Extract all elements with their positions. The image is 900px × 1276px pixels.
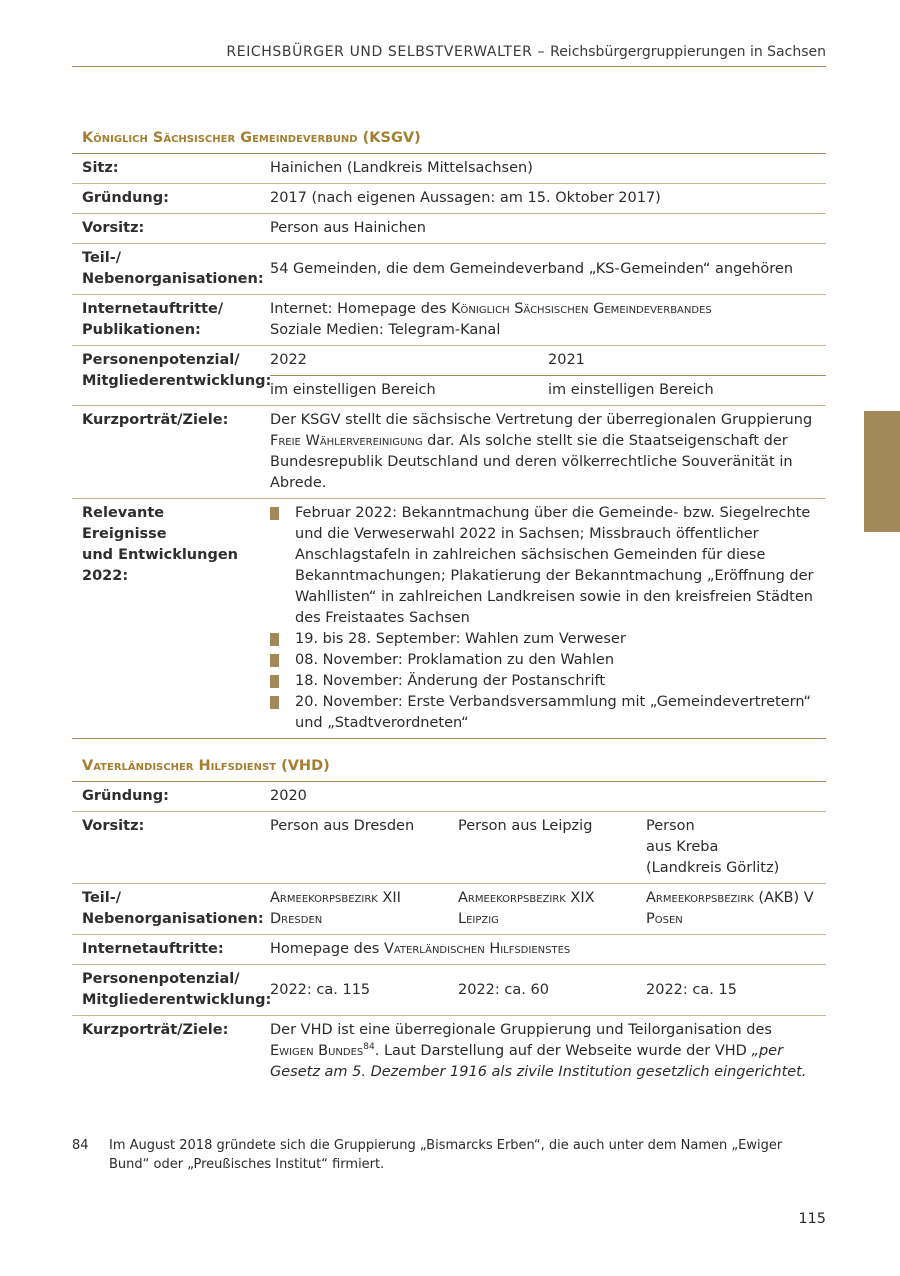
vhd-personen-label-line1: Personenpotenzial/ [82, 971, 240, 987]
list-item [270, 671, 816, 692]
vhd-personen-label-line2: Mitgliederentwicklung: [82, 992, 272, 1008]
ksgv-kurz-text-1: Der KSGV stellt die sächsische Vertretung der überregionalen Gruppierung [270, 412, 813, 428]
vhd-teil-label [72, 884, 264, 935]
ksgv-teil-label-line1: Teil-/ [82, 250, 122, 266]
vhd-teil-1-line1: Armeekorpsbezirk XII [270, 890, 401, 906]
ksgv-gruendung-value: 2017 (nach eigenen Aussagen: am 15. Oktober 2017) [260, 184, 826, 214]
ksgv-event-list [270, 503, 816, 734]
ksgv-personen-label [72, 346, 272, 406]
ksgv-kurz-text-2: dar. Als solche stellt sie die Staatseigenschaft der Bundesrepublik Deutschland und deren völkerrechtliche Souveränität in Abrede. [270, 433, 793, 491]
ksgv-value-2021: im einstelligen Bereich [548, 382, 714, 398]
footnote-ref[interactable]: 84 [363, 1042, 375, 1053]
ksgv-internet-value [260, 295, 826, 346]
header-subtitle: Reichsbürgergruppierungen in Sachsen [550, 44, 826, 60]
ksgv-row-vorsitz [72, 214, 826, 244]
vhd-vorsitz-1: Person aus Dresden [260, 812, 448, 884]
vhd-vorsitz-3-line1: Person [646, 818, 695, 834]
bullet-square-icon [270, 654, 279, 667]
vhd-teil-2 [448, 884, 636, 935]
ksgv-personen-grid [270, 350, 826, 401]
ksgv-row-sitz [72, 154, 826, 184]
ksgv-row-ereignisse [72, 499, 826, 739]
ksgv-row-kurz [72, 406, 826, 499]
vhd-teil-3-line2: Posen [646, 911, 683, 927]
ksgv-teil-label-line2: Nebenorganisationen: [82, 271, 264, 287]
vhd-personen-1: 2022: ca. 115 [260, 965, 448, 1016]
ksgv-value-2022: im einstelligen Bereich [270, 382, 436, 398]
vhd-personen-label [72, 965, 272, 1016]
list-item [270, 650, 816, 671]
vhd-vorsitz-2: Person aus Leipzig [448, 812, 636, 884]
ksgv-row-internet [72, 295, 826, 346]
ksgv-kurz-label: Kurzporträt/Ziele: [72, 406, 260, 499]
ksgv-personen-label-line2: Mitgliederentwicklung: [82, 373, 272, 389]
ksgv-ereignisse-label-line1: Relevante Ereignisse [82, 505, 167, 542]
footnote [72, 1136, 826, 1174]
event-text: 19. bis 28. September: Wahlen zum Verweser [295, 631, 626, 647]
vhd-personen-2: 2022: ca. 60 [448, 965, 636, 1016]
ksgv-vorsitz-label: Vorsitz: [72, 214, 260, 244]
vhd-internet-prefix: Homepage des [270, 941, 384, 957]
ksgv-ereignisse-label-line2: und Entwicklungen [82, 547, 238, 563]
vhd-teil-label-line2: Nebenorganisationen: [82, 911, 264, 927]
header-title: REICHSBÜRGER UND SELBSTVERWALTER [226, 44, 533, 60]
ksgv-row-teil [72, 244, 826, 295]
vhd-row-vorsitz [72, 812, 826, 884]
ksgv-row-gruendung [72, 184, 826, 214]
event-text: Februar 2022: Bekanntmachung über die Gemeinde- bzw. Siegelrechte und die Verweserwahl 2022 in Sachsen; Missbrauch öffentlicher Anschlagstafeln in zahlreichen sächsischen Gemeinden für diese Bekanntmachungen; Plakatierung der Bekanntmachung „Eröffnung der Wahllisten“ in zahlreichen Landkreisen sowie in den kreisfreien Städten des Freistaates Sachsen [295, 505, 814, 626]
ksgv-teil-value: 54 Gemeinden, die dem Gemeindeverband „KS-Gemeinden“ angehören [260, 244, 826, 295]
vhd-kurz-value [260, 1016, 826, 1088]
vhd-row-personen [72, 965, 826, 1016]
vhd-title [82, 758, 330, 774]
bullet-square-icon [270, 675, 279, 688]
footnote-text: Im August 2018 gründete sich die Gruppierung „Bismarcks Erben“, die auch unter dem Namen „Ewiger Bund“ oder „Preußisches Institut“ firmiert. [109, 1138, 783, 1172]
ksgv-vorsitz-value: Person aus Hainichen [260, 214, 826, 244]
vhd-gruendung-label: Gründung: [72, 782, 260, 812]
vhd-teil-label-line1: Teil-/ [82, 890, 122, 906]
vhd-kurz-text-1: Der VHD ist eine überregionale Gruppierung und Teilorganisation des [270, 1022, 772, 1038]
vhd-vorsitz-label: Vorsitz: [72, 812, 260, 884]
event-text: 08. November: Proklamation zu den Wahlen [295, 652, 615, 668]
ksgv-year-2021: 2021 [548, 350, 826, 376]
vhd-kurz-quote: „per Gesetz am 5. Dezember 1916 als zivile Institution gesetzlich eingerichtet. [270, 1043, 807, 1080]
vhd-teil-3-line1: Armeekorpsbezirk (AKB) V [646, 890, 814, 906]
page-number: 115 [798, 1211, 826, 1227]
list-item [270, 503, 816, 629]
vhd-teil-1 [260, 884, 448, 935]
ksgv-internet-line1 [270, 299, 816, 320]
ksgv-sitz-label: Sitz: [72, 154, 260, 184]
vhd-vorsitz-3 [636, 812, 826, 884]
ksgv-ereignisse-label-line3: 2022: [82, 568, 129, 584]
event-text: 18. November: Änderung der Postanschrift [295, 673, 606, 689]
vhd-teil-2-line1: Armeekorpsbezirk XIX [458, 890, 595, 906]
event-text: 20. November: Erste Verbandsversammlung mit „Gemeindevertretern“ und „Stadtverordneten“ [295, 694, 811, 731]
ksgv-personen-label-line1: Personenpotenzial/ [82, 352, 240, 368]
vhd-vorsitz-3-line2: aus Kreba [646, 839, 719, 855]
ksgv-internet-label-line1: Internetauftritte/ [82, 301, 224, 317]
ksgv-internet-prefix: Internet: Homepage des [270, 301, 452, 317]
vhd-kurz-text-2: . Laut Darstellung auf der Webseite wurde der VHD [374, 1043, 752, 1059]
ksgv-internet-org: Königlich Sächsischen Gemeindeverbandes [451, 301, 712, 317]
vhd-internet-value [260, 935, 826, 965]
running-header [72, 44, 826, 67]
vhd-row-gruendung [72, 782, 826, 812]
ksgv-kurz-value [260, 406, 826, 499]
bullet-square-icon [270, 633, 279, 646]
vhd-teil-3 [636, 884, 826, 935]
vhd-teil-1-line2: Dresden [270, 911, 323, 927]
vhd-internet-label: Internetauftritte: [72, 935, 260, 965]
vhd-teil-2-line2: Leipzig [458, 911, 499, 927]
ksgv-row-personen [72, 346, 826, 406]
ksgv-internet-label [72, 295, 260, 346]
vhd-personen-3: 2022: ca. 15 [636, 965, 826, 1016]
vhd-vorsitz-3-line3: (Landkreis Görlitz) [646, 860, 780, 876]
ksgv-internet-line2: Soziale Medien: Telegram-Kanal [270, 322, 501, 338]
ksgv-title [82, 130, 421, 146]
ksgv-personen-value [260, 346, 826, 406]
vhd-kurz-org: Ewigen Bundes [270, 1043, 364, 1059]
chapter-thumb-tab [864, 411, 900, 532]
ksgv-title-text: Königlich Sächsischer Gemeindeverbund (KSGV) [82, 130, 421, 146]
ksgv-teil-label [72, 244, 264, 295]
vhd-row-kurz [72, 1016, 826, 1088]
vhd-table [72, 781, 826, 1087]
list-item [270, 629, 816, 650]
ksgv-sitz-value: Hainichen (Landkreis Mittelsachsen) [260, 154, 826, 184]
list-item [270, 692, 816, 734]
vhd-gruendung-value: 2020 [260, 782, 826, 812]
ksgv-table [72, 153, 826, 739]
ksgv-internet-label-line2: Publikationen: [82, 322, 201, 338]
ksgv-ereignisse-label [72, 499, 260, 739]
footnote-number: 84 [72, 1138, 89, 1153]
vhd-row-teil [72, 884, 826, 935]
ksgv-ereignisse-value [260, 499, 826, 739]
bullet-square-icon [270, 507, 279, 520]
vhd-title-text: Vaterländischer Hilfsdienst (VHD) [82, 758, 330, 774]
header-separator: – [537, 44, 546, 60]
vhd-internet-org: Vaterländischen Hilfsdienstes [383, 941, 571, 957]
vhd-kurz-label: Kurzporträt/Ziele: [82, 1022, 229, 1038]
ksgv-gruendung-label: Gründung: [72, 184, 260, 214]
bullet-square-icon [270, 696, 279, 709]
ksgv-kurz-org: Freie Wählervereinigung [270, 433, 423, 449]
ksgv-year-2022: 2022 [270, 350, 548, 376]
vhd-row-internet [72, 935, 826, 965]
